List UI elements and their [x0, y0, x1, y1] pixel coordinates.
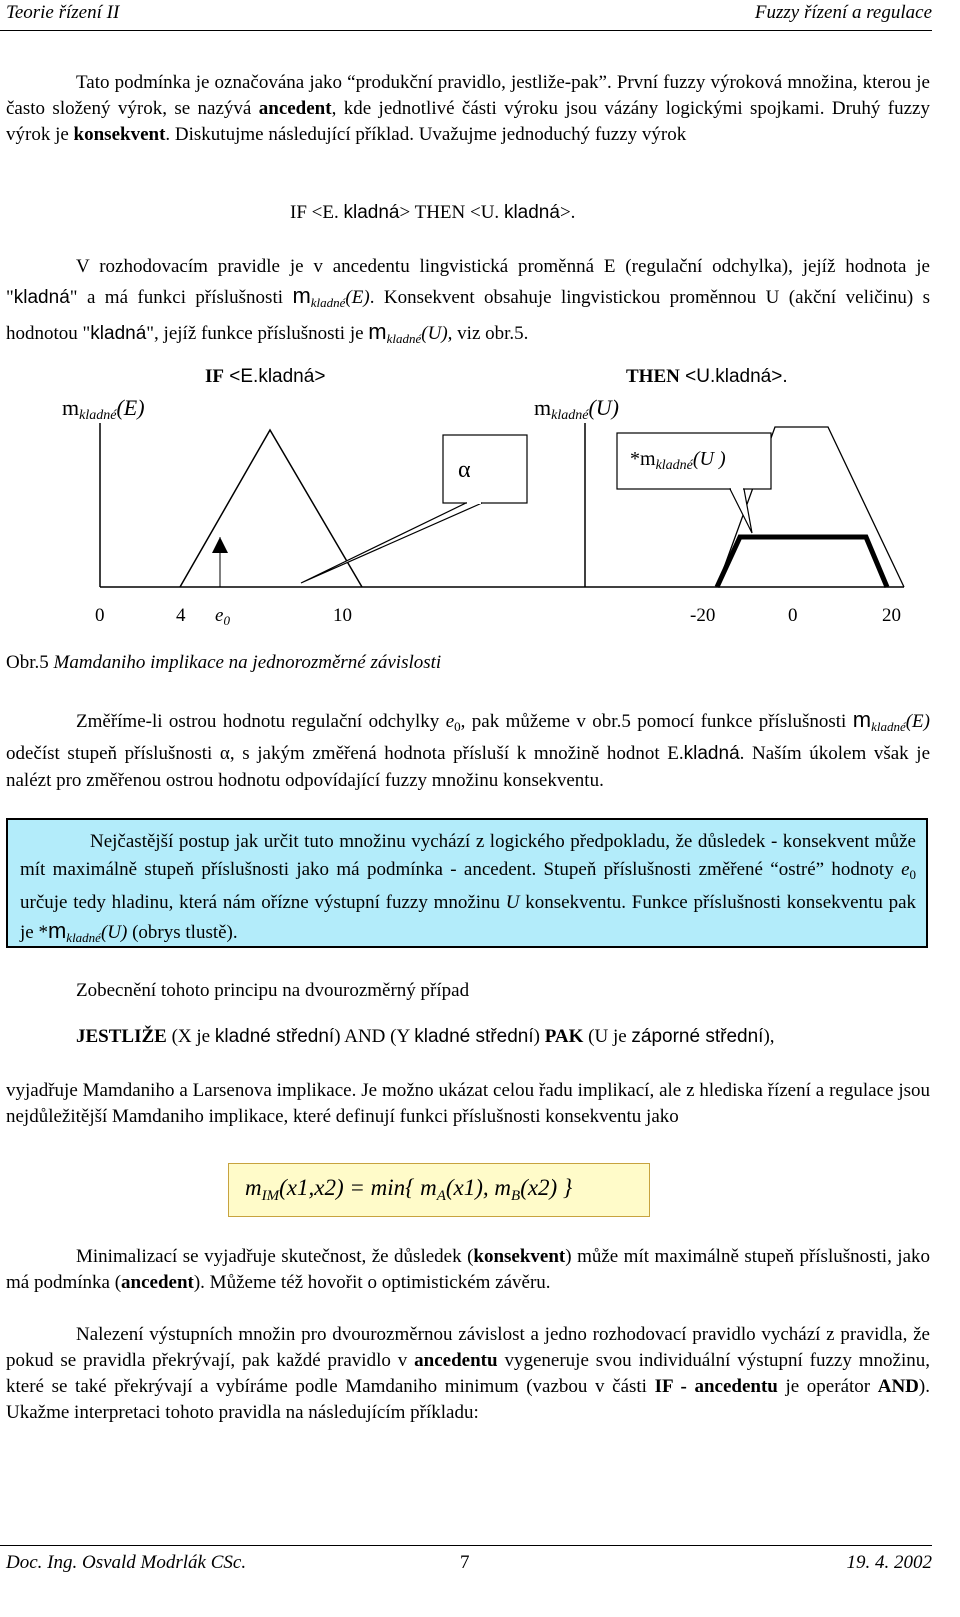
paragraph-6 — [6, 1322, 930, 1426]
formula-box — [228, 1163, 650, 1217]
text: Změříme-li ostrou hodnotu regulační odchylky — [76, 711, 446, 732]
text: ) může mít maximálně stupeň příslušnosti, jako má podmínka ( — [6, 1246, 931, 1293]
right-axis-label: mkladné(U) — [534, 395, 619, 423]
text: ), — [763, 1026, 775, 1047]
symbol-m: m — [292, 283, 311, 308]
paragraph-5 — [6, 1244, 930, 1296]
text: ) AND (Y — [334, 1026, 415, 1047]
term-konsekvent: konsekvent — [73, 124, 166, 145]
tick-0-right: 0 — [788, 605, 798, 626]
subscript: kladné — [66, 930, 101, 945]
formula — [245, 1175, 572, 1205]
text: (x1), m — [445, 1175, 512, 1200]
paragraph-4: vyjadřuje Mamdaniho a Larsenova implikace. Je možno ukázat celou řadu implikací, ale z hlediska řízení a regulace jsou nejdůležitější Mamdaniho implikace, které definují funkci příslušnosti konsekventu jako — [6, 1080, 930, 1127]
text: viz obr.5. — [452, 323, 529, 344]
text: vygeneruje svou individuální výstupní fuzzy množinu, které se také překrývají a vybíráme podle Mamdaniho minimum (vazbou v části — [6, 1350, 930, 1397]
header-left: Teorie řízení II — [6, 2, 120, 23]
value-kladna: kladná — [90, 323, 147, 344]
text: (obrys tlustě). — [127, 922, 238, 943]
figure-then-label: THEN <U.kladná>. — [626, 366, 788, 387]
text: (x1,x2) = min{ m — [279, 1175, 437, 1200]
text: >. — [559, 202, 576, 223]
figure-if-label: IF <E.kladná> — [205, 366, 326, 387]
text: " a má funkci příslušnosti — [69, 287, 293, 308]
symbol-e: e — [445, 711, 455, 732]
text: Tato podmínka je označována jako “produkční pravidlo, jestliže-pak”. První fuzzy výroková množina, kterou je často složený výrok, se nazývá — [6, 72, 930, 119]
value: kladné střední — [214, 1026, 335, 1047]
alpha-callout-pointer — [301, 503, 482, 583]
clipped-output-thick — [717, 537, 887, 587]
term-ancedent: ancedent — [258, 98, 332, 119]
page-number: 7 — [460, 1552, 470, 1573]
text: ) — [533, 1026, 545, 1047]
alpha-callout-box — [443, 435, 527, 503]
fuzzy-rule — [290, 200, 575, 226]
text: Minimalizací se vyjadřuje skutečnost, že důsledek ( — [76, 1246, 474, 1267]
tick-20: 20 — [882, 605, 901, 626]
term: konsekvent — [473, 1246, 566, 1267]
text: m — [245, 1175, 262, 1200]
text: odečíst stupeň příslušnosti α, s jakým změřená hodnota přísluší k množině hodnot E. — [6, 743, 684, 764]
text: konsekventu. Funkce příslušnosti konsekventu pak je * — [20, 892, 916, 943]
text: ). Ukažme interpretaci tohoto pravidla na následujícím příkladu: — [6, 1376, 930, 1423]
term: IF - ancedentu — [654, 1376, 778, 1397]
highlight-text — [20, 828, 916, 952]
tick-10: 10 — [333, 605, 352, 626]
page-footer — [0, 1545, 932, 1573]
subscript: kladné — [871, 719, 906, 734]
value-kladna: kladná — [503, 202, 560, 223]
tick-e0: $e_0$ — [215, 605, 230, 628]
text: ). Můžeme též hovořit o optimistickém závěru. — [193, 1272, 551, 1293]
text: , pak můžeme v obr.5 pomocí funkce příslušnosti — [460, 711, 853, 732]
term: AND — [877, 1376, 919, 1397]
subscript: 0 — [909, 867, 916, 882]
caption-text: Mamdaniho implikace na jednorozměrné závislosti — [48, 652, 442, 673]
footer-author: Doc. Ing. Osvald Modrlák CSc. — [6, 1552, 247, 1573]
tick-4: 4 — [176, 605, 186, 626]
argument: (E) — [905, 711, 930, 732]
text: , kde jednotlivé části výroku jsou vázány logickými spojkami. Druhý fuzzy výrok je — [6, 98, 930, 145]
tick-minus20: -20 — [690, 605, 716, 626]
text: . Diskutujme následující příklad. Uvažujme jednoduchý fuzzy výrok — [165, 124, 687, 145]
alpha-symbol: α — [458, 457, 471, 483]
symbol-m: m — [852, 707, 872, 732]
text: Nalezení výstupních množin pro dvourozměrnou závislost a jedno rozhodovací pravidlo vychází z pravidla, že pokud se pravidla překrývají, pak každé pravidlo v — [6, 1324, 930, 1371]
output-callout-pointer — [730, 489, 752, 533]
text: Nejčastější postup jak určit tuto množinu vychází z logického předpokladu, že důsledek - konsekvent může mít maximálně stupeň příslušnosti jako má podmínka - ancedent. Stupeň příslušnosti změřené “ostré” hodnoty — [20, 831, 916, 880]
value-kladna: kladná — [13, 287, 70, 308]
subscript: A — [436, 1188, 446, 1204]
text: IF <E. — [290, 202, 344, 223]
symbol-m: m — [368, 319, 387, 344]
highlight-box — [6, 818, 928, 948]
running-header — [0, 0, 932, 31]
subscript: B — [511, 1188, 521, 1204]
subscript: IM — [261, 1188, 280, 1204]
keyword-jestlize: JESTLIŽE — [76, 1026, 167, 1047]
term: ancedent — [121, 1272, 194, 1293]
text: . Konsekvent obsahuje lingvistickou proměnnou U (akční veličinu) s hodnotou " — [6, 287, 930, 344]
text: ", jejíž funkce příslušnosti je — [146, 323, 369, 344]
term: ancedentu — [414, 1350, 498, 1371]
intro-paragraph — [6, 70, 930, 148]
value: kladné střední — [414, 1026, 534, 1047]
subscript: 0 — [454, 719, 461, 734]
text: > THEN <U. — [399, 202, 504, 223]
membership-triangle-e — [180, 430, 362, 587]
symbol-m: m — [47, 918, 67, 943]
text: je operátor — [777, 1376, 878, 1397]
text: . Naším úkolem však je nalézt pro změřenou ostrou hodnotu odpovídající fuzzy množinu konsekventu. — [6, 743, 931, 791]
text: určuje tedy hladinu, která nám ořízne výstupní fuzzy množinu — [20, 892, 506, 913]
subscript: kladné — [310, 295, 346, 310]
text: (X je — [166, 1026, 215, 1047]
text: V rozhodovacím pravidle je v ancedentu lingvistická proměnná E (regulační odchylka), jejíž hodnota je " — [6, 256, 930, 308]
paragraph-3 — [6, 706, 930, 794]
output-callout-label: $*m_{kladné}(U$ ) — [630, 448, 726, 473]
caption-label: Obr.5 — [6, 652, 49, 673]
two-dim-rule — [76, 1026, 775, 1048]
value: záporné střední — [631, 1026, 764, 1047]
left-axis-label: mkladné(E) — [62, 395, 145, 423]
text: (x2) } — [520, 1175, 573, 1200]
footer-date: 19. 4. 2002 — [846, 1552, 932, 1573]
value-kladna: kladná — [343, 202, 400, 223]
symbol-e: e — [901, 859, 910, 880]
argument: (U), — [421, 323, 453, 344]
generalization-heading: Zobecnění tohoto principu na dvourozměrný případ — [76, 980, 470, 1001]
tick-0: 0 — [95, 605, 105, 626]
value-kladna: kladná — [683, 743, 740, 764]
symbol-u: U — [505, 892, 520, 913]
paragraph-2 — [6, 252, 930, 353]
text: (U je — [583, 1026, 632, 1047]
figure-mamdani — [0, 355, 932, 640]
argument: (E) — [345, 287, 370, 308]
argument: (U) — [100, 922, 128, 943]
keyword-pak: PAK — [544, 1026, 584, 1047]
subscript: kladné — [386, 331, 422, 346]
figure-caption — [6, 652, 441, 674]
header-right: Fuzzy řízení a regulace — [754, 2, 932, 23]
